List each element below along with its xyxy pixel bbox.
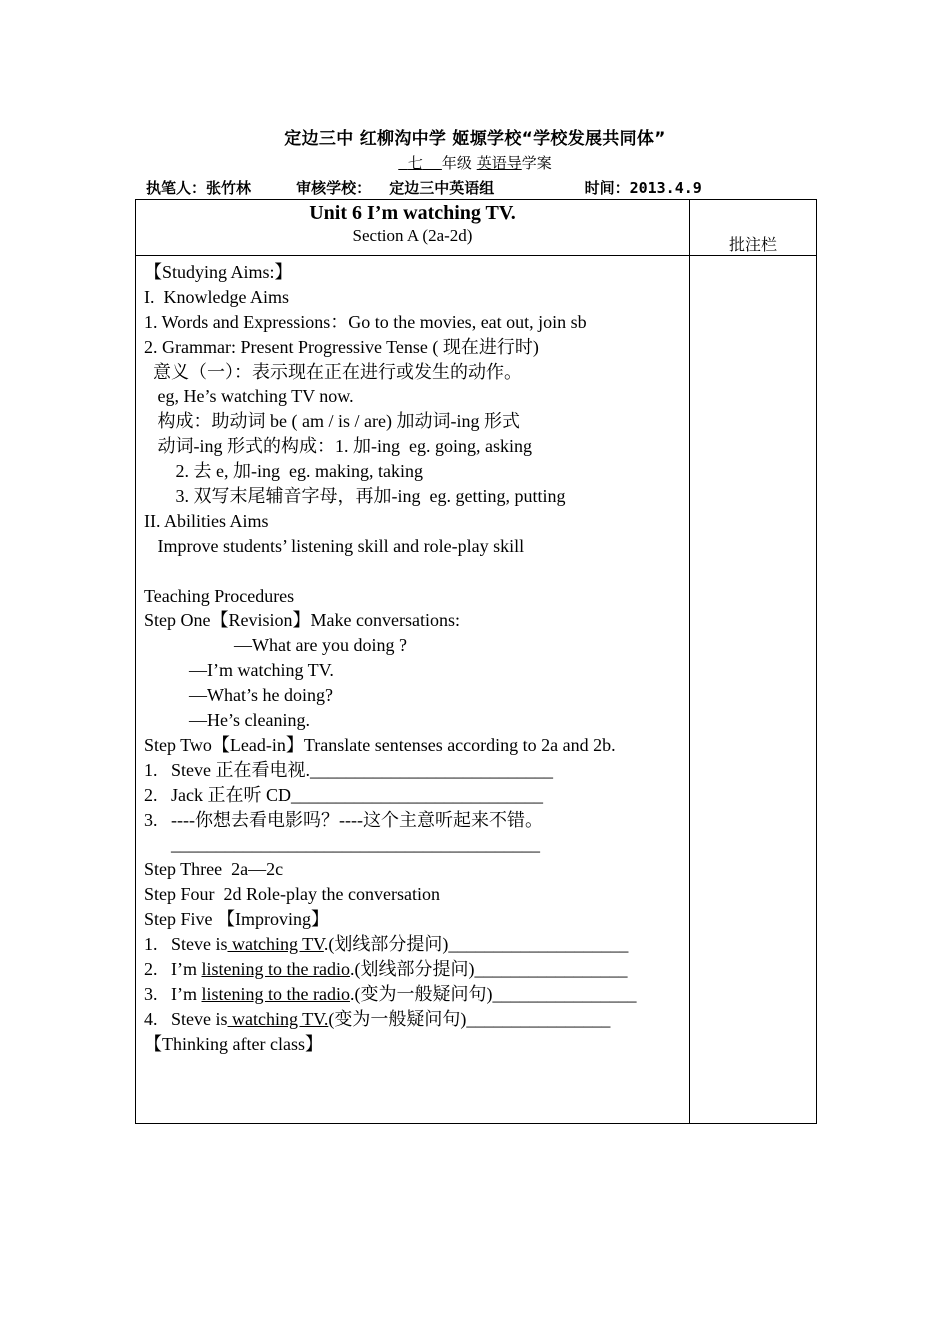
content-line: Improve students’ listening skill and role-play skill	[144, 535, 525, 556]
content-line: —What are you doing ?	[144, 635, 407, 656]
content-cell	[136, 256, 690, 1124]
line-text: 3. I’m	[144, 983, 202, 1004]
content-line: 【Thinking after class】	[144, 1033, 323, 1054]
line-text: (变为一般疑问句)________________	[328, 1008, 611, 1029]
content-line: 2. 去 e, 加-ing eg. making, taking	[144, 461, 423, 482]
author-label: 执笔人：张竹林	[146, 179, 252, 197]
content-line: 1. Words and Expressions：Go to the movies, eat out, join sb	[144, 311, 587, 332]
content-line: 3. 双写末尾辅音字母，再加-ing eg. getting, putting	[144, 486, 566, 507]
meta-line	[146, 177, 826, 198]
content-line: —What’s he doing?	[144, 685, 333, 706]
content-line: —I’m watching TV.	[144, 660, 334, 681]
reviewer-label: 审核学校： 定边三中英语组	[296, 179, 495, 197]
line-text: .(划线部分提问)____________________	[323, 934, 629, 955]
content-line: 动词-ing 形式的构成：1. 加-ing eg. going, asking	[144, 436, 532, 457]
lesson-content	[136, 256, 689, 1057]
content-line: eg, He’s watching TV now.	[144, 386, 354, 407]
unit-title: Unit 6 I’m watching TV.	[309, 202, 516, 224]
line-text: 2. I’m	[144, 958, 202, 979]
line-text: .(变为一般疑问句)________________	[349, 983, 637, 1004]
content-line: 1. Steve 正在看电视.___________________________	[144, 759, 553, 780]
grade-subject-line	[0, 152, 950, 173]
line-text: 1. Steve is	[144, 934, 228, 955]
content-line: 2. Grammar: Present Progressive Tense ( 现在进行时)	[144, 336, 539, 357]
content-line: 3. ----你想去看电影吗？----这个主意听起来不错。	[144, 809, 543, 830]
section-label: Section A (2a-2d)	[352, 226, 473, 245]
content-line: —He’s cleaning.	[144, 710, 310, 731]
content-line: Step Four 2d Role-play the conversation	[144, 884, 440, 905]
notes-header-cell	[690, 200, 817, 256]
date-label: 时间：2013.4.9	[584, 179, 702, 197]
notes-cell[interactable]	[690, 256, 817, 1124]
content-line: Step One【Revision】Make conversations:	[144, 610, 460, 631]
subject-value: 英语导	[476, 154, 522, 172]
content-line: Teaching Procedures	[144, 585, 295, 606]
grade-value: 七	[407, 154, 423, 172]
content-line: Step Three 2a—2c	[144, 859, 284, 880]
underlined-text: listening to the radio	[201, 958, 350, 979]
content-line: I. Knowledge Aims	[144, 286, 289, 307]
content-line: _________________________________________	[144, 834, 540, 855]
content-line: 2. Jack 正在听 CD____________________________	[144, 784, 543, 805]
content-line: 意义（一）：表示现在正在进行或发生的动作。	[144, 361, 522, 382]
line-text: .(划线部分提问)_________________	[349, 958, 628, 979]
underlined-text: watching TV.	[227, 1008, 329, 1029]
content-line: II. Abilities Aims	[144, 510, 269, 531]
lesson-table	[135, 199, 817, 1124]
underlined-text: listening to the radio	[201, 983, 350, 1004]
content-line	[144, 1007, 689, 1032]
content-line: Step Five 【Improving】	[144, 909, 329, 930]
content-line	[144, 932, 689, 957]
line-text: 4. Steve is	[144, 1008, 228, 1029]
underlined-text: watching TV	[227, 934, 324, 955]
content-line	[144, 957, 689, 982]
document-title: 定边三中 红柳沟中学 姬塬学校“学校发展共同体”	[284, 129, 666, 149]
grade-suffix: 年级	[441, 154, 472, 172]
content-line: Step Two【Lead-in】Translate sentenses according to 2a and 2b.	[144, 734, 616, 755]
content-line	[144, 982, 689, 1007]
content-line: 构成：助动词 be ( am / is / are) 加动词-ing 形式	[144, 411, 520, 432]
title-cell	[136, 200, 690, 256]
notes-header: 批注栏	[728, 235, 777, 254]
content-line	[144, 559, 689, 584]
content-line: 【Studying Aims:】	[144, 262, 293, 282]
subject-suffix: 学案	[521, 154, 552, 172]
